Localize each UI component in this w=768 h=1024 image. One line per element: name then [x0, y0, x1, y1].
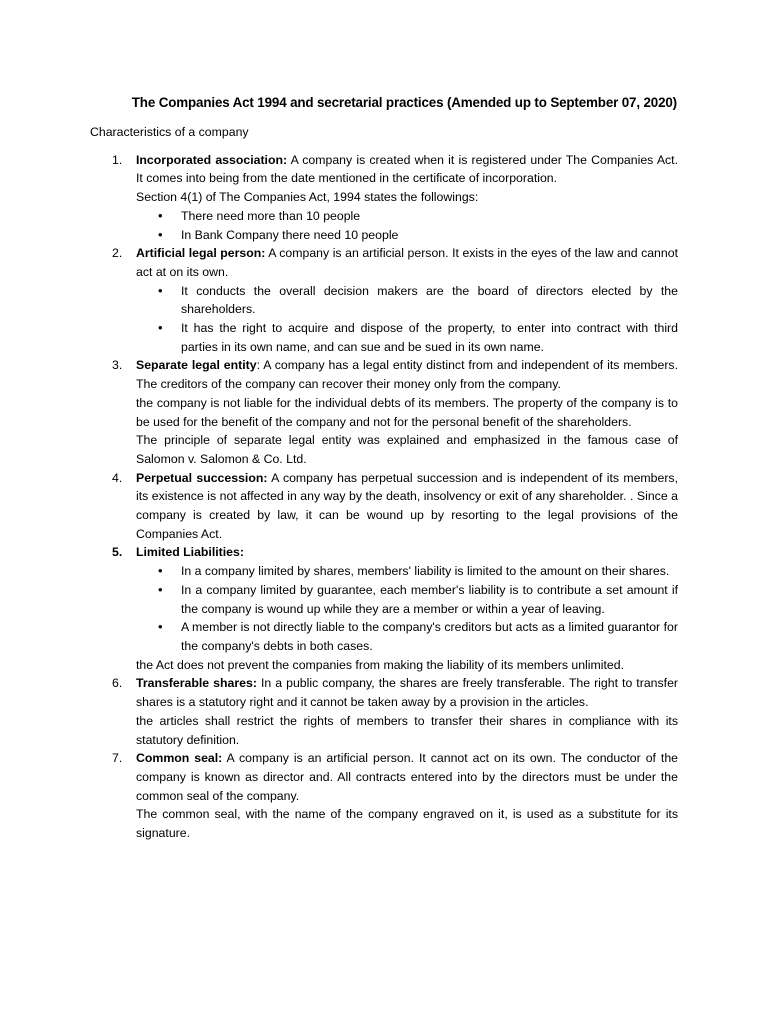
bullet-icon: • — [158, 619, 163, 635]
list-item — [90, 674, 678, 749]
bullet-item — [136, 207, 678, 226]
item-extra: The principle of separate legal entity was explained and emphasized in the famous case of Salomon v. Salomon & Co. Ltd. — [136, 433, 678, 466]
bullet-text: In Bank Company there need 10 people — [181, 227, 399, 242]
bullet-item — [136, 319, 678, 356]
item-number: 4. — [112, 470, 123, 485]
bullet-icon: • — [158, 563, 163, 579]
section-heading: Characteristics of a company — [90, 125, 249, 139]
item-number: 7. — [112, 751, 123, 766]
bullet-item — [136, 618, 678, 655]
item-paragraph — [136, 244, 678, 281]
item-paragraph — [136, 469, 678, 544]
bullet-list — [136, 282, 678, 357]
item-term: Limited Liabilities: — [136, 545, 244, 560]
item-extra: Section 4(1) of The Companies Act, 1994 states the followings: — [136, 190, 479, 205]
list-item — [90, 749, 678, 843]
item-text: A company is an artificial person. It cannot act on its own. The conductor of the company is known as director and. All contracts entered into by the directors must be under the common seal of the company. — [136, 751, 679, 803]
bullet-item — [136, 581, 678, 618]
item-paragraph — [136, 151, 678, 188]
bullet-icon: • — [158, 320, 163, 336]
item-text: In a public company, the shares are freely transferable. The right to transfer shares is a statutory right and it cannot be taken away by a provision in the articles. — [136, 676, 678, 710]
bullet-icon: • — [158, 226, 163, 242]
bullet-list — [136, 207, 678, 244]
bullet-icon: • — [158, 581, 163, 597]
item-term: Incorporated association: — [136, 152, 288, 167]
item-paragraph — [136, 674, 678, 711]
item-extra: the articles shall restrict the rights of members to transfer their shares in compliance with its statutory definition. — [136, 713, 678, 747]
list-item — [90, 151, 678, 245]
characteristics-list — [90, 151, 678, 843]
item-paragraph — [136, 356, 678, 393]
item-text: A company is created when it is registered under The Companies Act. It comes into being from the date mentioned in the certificate of incorporation. — [136, 152, 679, 186]
item-term: Transferable shares: — [136, 676, 257, 691]
item-number: 3. — [112, 358, 123, 373]
item-term: Separate legal entity — [136, 358, 257, 373]
item-number: 5. — [112, 545, 123, 560]
item-text: : A company has a legal entity distinct from and independent of its members. The creditors of the company can recover their money only from the company. — [136, 358, 679, 392]
item-number: 1. — [112, 152, 123, 167]
bullet-text: There need more than 10 people — [181, 208, 361, 223]
bullet-item — [136, 562, 678, 581]
bullet-item — [136, 282, 678, 319]
bullet-text: It conducts the overall decision makers are the board of directors elected by the shareholders. — [181, 283, 678, 317]
item-term: Common seal: — [136, 751, 223, 766]
list-item — [90, 469, 678, 544]
item-paragraph — [136, 749, 678, 805]
item-paragraph — [136, 543, 678, 562]
bullet-icon: • — [158, 282, 163, 298]
item-extra: the company is not liable for the individual debts of its members. The property of the company is to be used for the benefit of the company and not for the personal benefit of the shareholders. — [136, 395, 678, 429]
item-term: Artificial legal person: — [136, 246, 266, 261]
list-item — [90, 244, 678, 356]
bullet-icon: • — [158, 207, 163, 223]
document-title: The Companies Act 1994 and secretarial practices (Amended up to September 07, 2020) — [131, 95, 677, 110]
bullet-text: In a company limited by guarantee, each member's liability is to contribute a set amount if the company is wound up while they are a member or within a year of leaving. — [181, 582, 678, 616]
list-item — [90, 543, 678, 674]
item-note: the Act does not prevent the companies from making the liability of its members unlimited. — [136, 657, 625, 672]
list-item — [90, 356, 678, 468]
bullet-item — [136, 226, 678, 245]
bullet-text: A member is not directly liable to the company's creditors but acts as a limited guarantor for the company's debts in both cases. — [181, 620, 678, 653]
item-extra: The common seal, with the name of the company engraved on it, is used as a substitute for its signature. — [136, 807, 678, 841]
item-term: Perpetual succession: — [136, 470, 268, 485]
item-number: 6. — [112, 676, 123, 691]
bullet-list — [136, 562, 678, 656]
bullet-text: In a company limited by shares, members' liability is limited to the amount on their shares. — [181, 564, 670, 579]
item-text: A company is an artificial person. It exists in the eyes of the law and cannot act at on its own. — [136, 246, 678, 279]
item-number: 2. — [112, 246, 123, 261]
item-text: A company has perpetual succession and is independent of its members, its existence is not affected in any way by the death, insolvency or exit of any shareholder. . Since a company is created by law, it can be wound up by resorting to the legal provisions of the Companies Act. — [136, 470, 678, 541]
bullet-text: It has the right to acquire and dispose of the property, to enter into contract with third parties in its own name, and can sue and be sued in its own name. — [181, 321, 678, 354]
